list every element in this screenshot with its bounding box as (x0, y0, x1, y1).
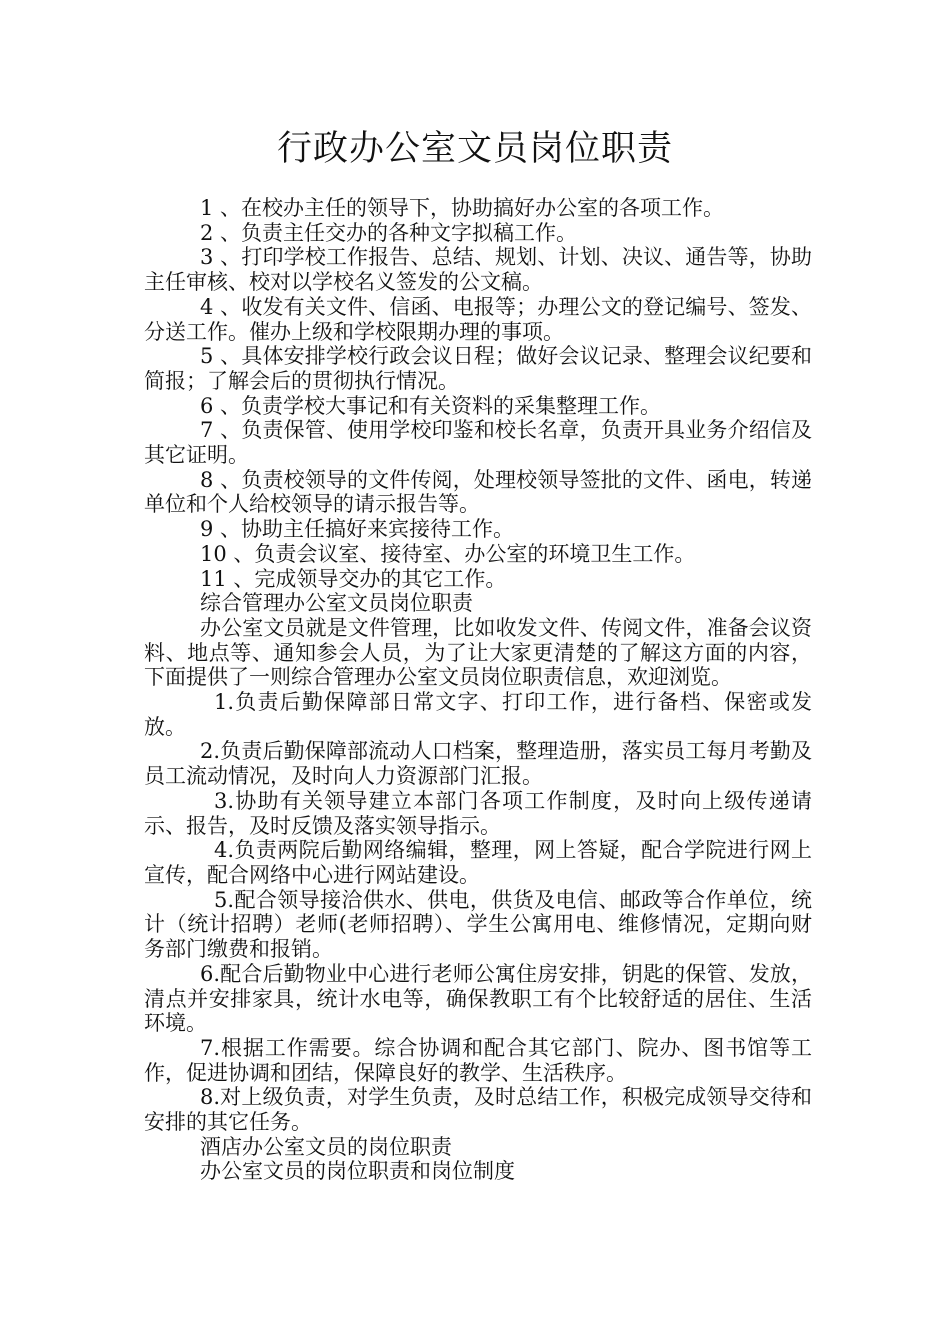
paragraph-intro: 办公室文员就是文件管理，比如收发文件、传阅文件，准备会议资料、地点等、通知参会人员，为了让大家更清楚的了解这方面的内容，下面提供了一则综合管理办公室文员岗位职责信息，欢迎浏览。 (144, 615, 812, 690)
paragraph-duty-3: 3 、打印学校工作报告、总结、规划、计划、决议、通告等，协助主任审核、校对以学校名义签发的公文稿。 (144, 245, 812, 295)
paragraph-duty-4: 4 、收发有关文件、信函、电报等；办理公文的登记编号、签发、分送工作。催办上级和学校限期办理的事项。 (144, 294, 812, 344)
paragraph-duty-8: 8 、负责校领导的文件传阅，处理校领导签批的文件、函电，转递单位和个人给校领导的请示报告等。 (144, 467, 812, 517)
document-body (144, 196, 812, 1184)
paragraph-duty-5: 5 、具体安排学校行政会议日程；做好会议记录、整理会议纪要和简报；了解会后的贯彻执行情况。 (144, 344, 812, 393)
paragraph-item-7: 7.根据工作需要。综合协调和配合其它部门、院办、图书馆等工作，促进协调和团结，保障良好的教学、生活秩序。 (144, 1035, 812, 1085)
paragraph-item-2: 2.负责后勤保障部流动人口档案，整理造册，落实员工每月考勤及员工流动情况，及时向人力资源部门汇报。 (144, 739, 812, 789)
paragraph-item-1: 1.负责后勤保障部日常文字、打印工作，进行备档、保密或发放。 (144, 690, 812, 739)
paragraph-item-4: 4.负责两院后勤网络编辑，整理，网上答疑，配合学院进行网上宣传，配合网络中心进行网站建设。 (144, 838, 812, 887)
paragraph-item-8: 8.对上级负责，对学生负责，及时总结工作，积极完成领导交待和安排的其它任务。 (144, 1085, 812, 1135)
section-heading-general-admin: 综合管理办公室文员岗位职责 (200, 591, 473, 616)
section-heading-hotel: 酒店办公室文员的岗位职责 (200, 1134, 452, 1159)
section-heading-rules: 办公室文员的岗位职责和岗位制度 (200, 1159, 515, 1184)
paragraph-duty-11: 11 、完成领导交办的其它工作。 (200, 566, 507, 591)
paragraph-item-3: 3.协助有关领导建立本部门各项工作制度，及时向上级传递请示、报告，及时反馈及落实领导指示。 (144, 788, 812, 838)
paragraph-item-5: 5.配合领导接洽供水、供电，供货及电信、邮政等合作单位，统计（统计招聘）老师(老师招聘）、学生公寓用电、维修情况，定期向财务部门缴费和报销。 (144, 887, 812, 962)
paragraph-item-6: 6.配合后勤物业中心进行老师公寓住房安排，钥匙的保管、发放，清点并安排家具，统计水电等，确保教职工有个比较舒适的居住、生活环境。 (144, 961, 812, 1036)
paragraph-duty-9: 9 、协助主任搞好来宾接待工作。 (200, 517, 515, 542)
paragraph-duty-10: 10 、负责会议室、接待室、办公室的环境卫生工作。 (200, 541, 696, 566)
paragraph-duty-7: 7 、负责保管、使用学校印鉴和校长名章，负责开具业务介绍信及其它证明。 (144, 418, 812, 468)
paragraph-duty-6: 6 、负责学校大事记和有关资料的采集整理工作。 (200, 393, 662, 418)
paragraph-duty-1: 1 、在校办主任的领导下，协助搞好办公室的各项工作。 (200, 196, 725, 220)
document-title: 行政办公室文员岗位职责 (276, 129, 673, 169)
paragraph-duty-2: 2 、负责主任交办的各种文字拟稿工作。 (200, 220, 578, 245)
